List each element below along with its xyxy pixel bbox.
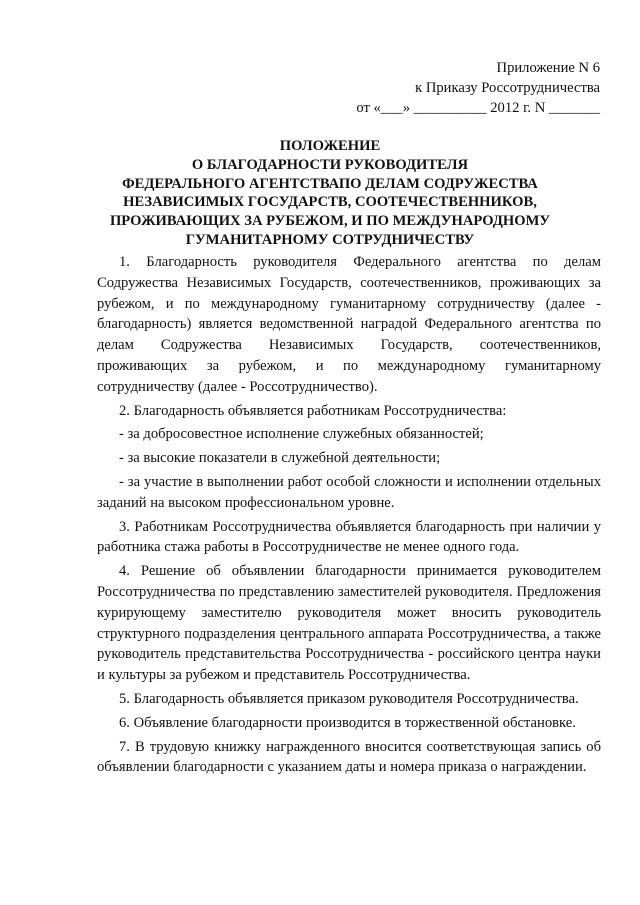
paragraph-4: 4. Решение об объявлении благодарности принимается руководителем Россотрудничества по представлению заместителей руководителя. Предложения курирующему заместителю руководителя может вносить руководитель структурного подразделения центрального аппарата Россотрудничества, а также руководитель представительства Россотрудничества - российского центра науки и культуры за рубежом и представитель Россотрудничества. <box>97 563 601 684</box>
paragraph-6: 6. Объявление благодарности производится в торжественной обстановке. <box>119 714 576 731</box>
paragraph-1: 1. Благодарность руководителя Федерального агентства по делам Содружества Независимых Государств, соотечественников, проживающих за рубежом, и по международному гуманитарному сотрудничеству (далее - благодарность) является ведомственной наградой Федерального агентства по делам Содружества Независимых Государств, соотечественников, проживающих за рубежом, и по международному гуманитарному сотрудничеству (далее - Россотрудничество). <box>97 254 601 395</box>
paragraph-3: 3. Работникам Россотрудничества объявляется благодарность при наличии у работника стажа работы в Россотрудничестве не менее одного года. <box>97 518 601 556</box>
document-body <box>97 252 601 781</box>
title-line-4: НЕЗАВИСИМЫХ ГОСУДАРСТВ, СООТЕЧЕСТВЕННИКОВ, <box>123 194 537 211</box>
title-line-6: ГУМАНИТАРНОМУ СОТРУДНИЧЕСТВУ <box>185 231 475 248</box>
title-line-1: ПОЛОЖЕНИЕ <box>279 138 381 154</box>
title-line-2: О БЛАГОДАРНОСТИ РУКОВОДИТЕЛЯ <box>191 156 469 173</box>
appendix-header <box>240 58 600 118</box>
title-line-5: ПРОЖИВАЮЩИХ ЗА РУБЕЖОМ, И ПО МЕЖДУНАРОДНОМУ <box>109 213 551 230</box>
appendix-number: Приложение N 6 <box>496 60 600 76</box>
paragraph-5: 5. Благодарность объявляется приказом руководителя Россотрудничества. <box>119 690 579 707</box>
paragraph-2: 2. Благодарность объявляется работникам Россотрудничества: <box>119 402 507 419</box>
paragraph-7: 7. В трудовую книжку награжденного вносится соответствующая запись об объявлении благодарности с указанием даты и номера приказа о награждении. <box>97 738 601 776</box>
list-item: - за добросовестное исполнение служебных обязанностей; <box>119 426 484 443</box>
list-item: - за высокие показатели в служебной деятельности; <box>119 450 441 467</box>
list-item: - за участие в выполнении работ особой сложности и исполнении отдельных заданий на высоком профессиональном уровне. <box>97 473 601 511</box>
document-title <box>70 137 590 250</box>
appendix-order-ref: к Приказу Россотрудничества <box>415 80 600 96</box>
title-line-3: ФЕДЕРАЛЬНОГО АГЕНТСТВАПО ДЕЛАМ СОДРУЖЕСТВА <box>122 175 538 192</box>
appendix-date-line: от «___» __________ 2012 г. N _______ <box>356 100 600 116</box>
